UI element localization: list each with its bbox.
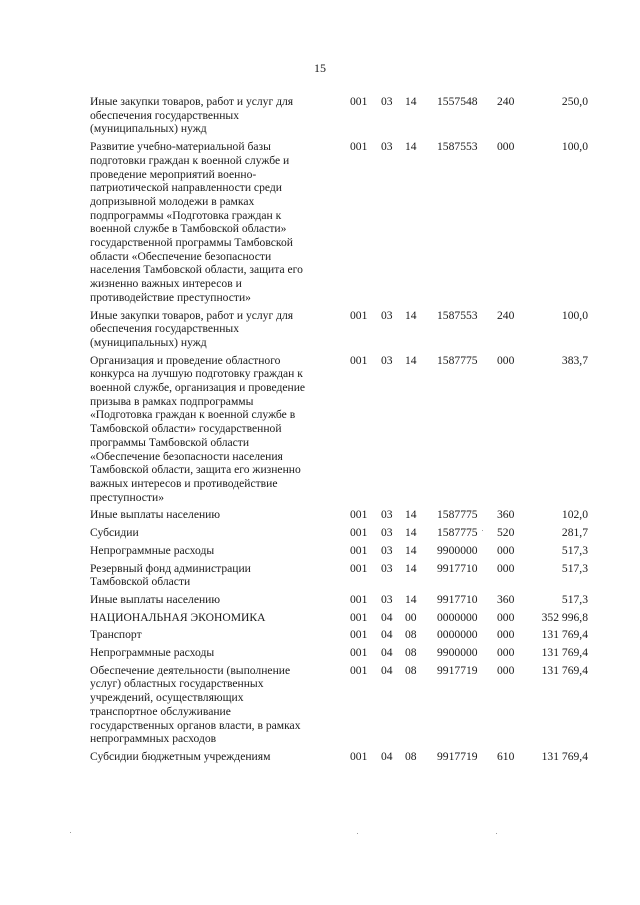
row-section: 03 xyxy=(381,95,393,108)
row-name: Резервный фонд администрации Тамбовской области xyxy=(90,561,251,589)
row-target-code: 9917719 xyxy=(437,749,478,763)
row-target-code: 1587775 xyxy=(437,526,478,540)
row-section: 03 xyxy=(381,353,393,367)
row-subsection: 14 xyxy=(405,353,417,367)
scan-speck xyxy=(496,833,497,834)
table-row xyxy=(90,562,590,589)
scan-speck xyxy=(357,833,358,834)
row-sum: 100,0 xyxy=(561,308,588,322)
row-name: Развитие учебно-материальной базы подготовки граждан к военной службе и проведение мероприятий военно- патриотической направленности среди допризывной молодежи в рамках подпрограммы «Подготовка граждан к военной службе в Тамбовской области» государственной программы Тамбовской области «Обеспечение безопасности населения Тамбовской области, защита его жизненно важных интересов и противодействие преступности» xyxy=(90,140,303,304)
row-grbs: 001 xyxy=(350,628,368,642)
row-target-code: 1587775 xyxy=(437,353,478,367)
row-subsection: 14 xyxy=(405,308,417,322)
table-row xyxy=(90,750,590,764)
row-subsection: 14 xyxy=(405,543,417,557)
table-row xyxy=(90,508,590,522)
page-number: 15 xyxy=(314,61,326,75)
row-grbs: 001 xyxy=(350,663,368,677)
table-row xyxy=(90,611,590,625)
row-sum: 102,0 xyxy=(561,508,588,522)
row-section: 04 xyxy=(381,663,393,677)
row-sum: 131 769,4 xyxy=(541,663,588,677)
row-name: НАЦИОНАЛЬНАЯ ЭКОНОМИКА xyxy=(90,610,266,624)
row-name: Непрограммные расходы xyxy=(90,646,215,660)
scan-speck xyxy=(70,832,71,833)
row-grbs: 001 xyxy=(350,592,368,606)
table-row xyxy=(90,628,590,642)
row-grbs: 001 xyxy=(350,646,368,660)
row-expense-type: 000 xyxy=(497,561,515,575)
row-expense-type: 000 xyxy=(497,628,515,642)
row-sum: 517,3 xyxy=(561,543,588,557)
row-section: 03 xyxy=(381,561,393,575)
row-subsection: 14 xyxy=(405,140,417,154)
row-grbs: 001 xyxy=(350,561,368,575)
row-target-code: 0000000 xyxy=(437,628,478,642)
row-subsection: 14 xyxy=(405,561,417,575)
row-sum: 250,0 xyxy=(561,95,588,108)
row-expense-type: 610 xyxy=(497,749,515,763)
row-expense-type: 360 xyxy=(497,592,515,606)
table-row xyxy=(90,544,590,558)
row-section: 03 xyxy=(381,592,393,606)
row-name: Иные закупки товаров, работ и услуг для обеспечения государственных (муниципальных) нужд xyxy=(90,95,294,136)
row-target-code: 0000000 xyxy=(437,610,478,624)
row-expense-type: 000 xyxy=(497,353,515,367)
row-section: 03 xyxy=(381,140,393,154)
row-grbs: 001 xyxy=(350,526,368,540)
row-target-code: 9917710 xyxy=(437,592,478,606)
budget-table xyxy=(90,95,590,768)
row-target-code: 9900000 xyxy=(437,646,478,660)
row-grbs: 001 xyxy=(350,610,368,624)
row-subsection: 14 xyxy=(405,508,417,522)
row-sum: 131 769,4 xyxy=(541,628,588,642)
table-row xyxy=(90,526,590,540)
row-grbs: 001 xyxy=(350,308,368,322)
row-expense-type: 000 xyxy=(497,663,515,677)
scan-speck xyxy=(482,530,483,531)
row-grbs: 001 xyxy=(350,749,368,763)
table-row xyxy=(90,664,590,746)
row-subsection: 08 xyxy=(405,646,417,660)
row-subsection: 08 xyxy=(405,749,417,763)
row-expense-type: 520 xyxy=(497,526,515,540)
row-target-code: 1587553 xyxy=(437,140,478,154)
row-subsection: 00 xyxy=(405,610,417,624)
row-section: 04 xyxy=(381,646,393,660)
row-section: 04 xyxy=(381,610,393,624)
row-target-code: 9917710 xyxy=(437,561,478,575)
row-name: Обеспечение деятельности (выполнение услуг) областных государственных учреждений, осуществляющих транспортное обслуживание государственных органов власти, в рамках непрограммных расходов xyxy=(90,663,301,746)
row-expense-type: 240 xyxy=(497,308,515,322)
row-target-code: 9900000 xyxy=(437,543,478,557)
row-section: 04 xyxy=(381,749,393,763)
row-expense-type: 000 xyxy=(497,543,515,557)
row-grbs: 001 xyxy=(350,95,368,108)
row-section: 03 xyxy=(381,308,393,322)
row-sum: 131 769,4 xyxy=(541,749,588,763)
row-subsection: 08 xyxy=(405,628,417,642)
row-sum: 100,0 xyxy=(561,140,588,154)
row-expense-type: 000 xyxy=(497,610,515,624)
row-name: Субсидии xyxy=(90,526,139,540)
row-section: 03 xyxy=(381,526,393,540)
row-grbs: 001 xyxy=(350,140,368,154)
row-name: Иные выплаты населению xyxy=(90,508,221,522)
table-row xyxy=(90,593,590,607)
row-name: Организация и проведение областного конкурса на лучшую подготовку граждан к военной службе, организация и проведение призыва в рамках подпрограммы «Подготовка граждан к военной службе в Тамбовской области» государственной программы Тамбовской области «Обеспечение безопасности населения Тамбовской области, защита его жизненно важных интересов и противодействие преступности» xyxy=(90,353,306,504)
row-subsection: 14 xyxy=(405,526,417,540)
row-subsection: 08 xyxy=(405,663,417,677)
row-name: Иные закупки товаров, работ и услуг для обеспечения государственных (муниципальных) нужд xyxy=(90,308,294,349)
row-sum: 517,3 xyxy=(561,561,588,575)
row-subsection: 14 xyxy=(405,592,417,606)
row-target-code: 1557548 xyxy=(437,95,478,108)
row-grbs: 001 xyxy=(350,543,368,557)
row-sum: 352 996,8 xyxy=(541,610,588,624)
row-name: Иные выплаты населению xyxy=(90,592,221,606)
row-sum: 383,7 xyxy=(561,353,588,367)
row-expense-type: 000 xyxy=(497,140,515,154)
row-name: Непрограммные расходы xyxy=(90,543,215,557)
row-subsection: 14 xyxy=(405,95,417,108)
row-expense-type: 360 xyxy=(497,508,515,522)
row-name: Транспорт xyxy=(90,628,142,642)
row-grbs: 001 xyxy=(350,508,368,522)
row-grbs: 001 xyxy=(350,353,368,367)
row-section: 03 xyxy=(381,508,393,522)
row-expense-type: 000 xyxy=(497,646,515,660)
row-sum: 517,3 xyxy=(561,592,588,606)
row-target-code: 1587775 xyxy=(437,508,478,522)
table-row xyxy=(90,646,590,660)
row-sum: 281,7 xyxy=(561,526,588,540)
row-name: Субсидии бюджетным учреждениям xyxy=(90,749,271,763)
table-row xyxy=(90,309,590,350)
table-row xyxy=(90,95,590,136)
row-section: 03 xyxy=(381,543,393,557)
table-row xyxy=(90,140,590,304)
row-target-code: 9917719 xyxy=(437,663,478,677)
row-expense-type: 240 xyxy=(497,95,515,108)
row-section: 04 xyxy=(381,628,393,642)
row-target-code: 1587553 xyxy=(437,308,478,322)
table-row xyxy=(90,354,590,505)
row-sum: 131 769,4 xyxy=(541,646,588,660)
